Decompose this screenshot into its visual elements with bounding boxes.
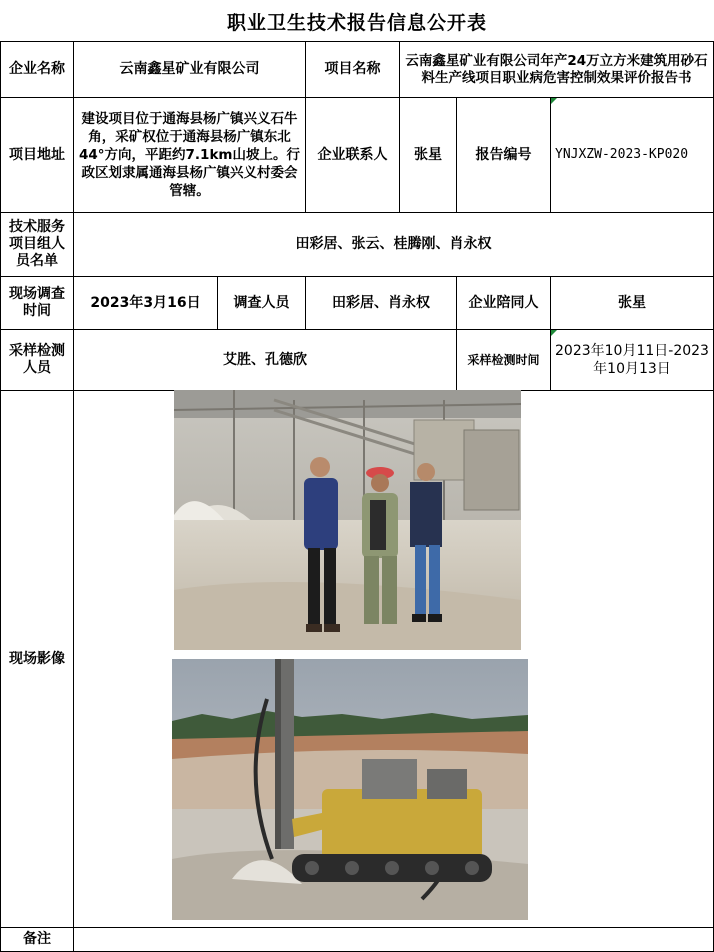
remarks-value: [73, 927, 714, 952]
contact-value: 张星: [399, 97, 457, 213]
address-label: 项目地址: [0, 97, 74, 213]
surveyors-value: 田彩居、肖永权: [305, 276, 457, 330]
team-value: 田彩居、张云、桂腾刚、肖永权: [73, 212, 714, 277]
photos-label: 现场影像: [0, 390, 74, 928]
survey-time-value: 2023年3月16日: [73, 276, 218, 330]
remarks-label: 备注: [0, 927, 74, 952]
page-title: 职业卫生技术报告信息公开表: [226, 11, 487, 34]
site-photo-people: [174, 390, 521, 650]
company-label: 企业名称: [0, 41, 74, 98]
address-value: 建设项目位于通海县杨广镇兴义石牛角，采矿权位于通海县杨广镇东北44°方向，平距约7.1km山坡上。行政区划隶属通海县杨广镇兴义村委会管辖。: [73, 97, 306, 213]
report-no-value: YNJXZW-2023-KP020: [550, 97, 714, 213]
contact-label: 企业联系人: [305, 97, 400, 213]
escort-value: 张星: [550, 276, 714, 330]
sampling-time-value: 2023年10月11日-2023年10月13日: [550, 329, 714, 391]
report-no-label: 报告编号: [456, 97, 551, 213]
team-label: 技术服务项目组人员名单: [0, 212, 74, 277]
site-photo-drill-rig: [172, 659, 528, 920]
company-value: 云南鑫星矿业有限公司: [73, 41, 306, 98]
project-value: 云南鑫星矿业有限公司年产24万立方米建筑用砂石料生产线项目职业病危害控制效果评价报告书: [399, 41, 714, 98]
surveyors-label: 调查人员: [217, 276, 306, 330]
survey-time-label: 现场调查时间: [0, 276, 74, 330]
project-label: 项目名称: [305, 41, 400, 98]
sampling-time-label: 采样检测时间: [456, 329, 551, 391]
escort-label: 企业陪同人: [456, 276, 551, 330]
samplers-label: 采样检测人员: [0, 329, 74, 391]
samplers-value: 艾胜、孔德欣: [73, 329, 457, 391]
